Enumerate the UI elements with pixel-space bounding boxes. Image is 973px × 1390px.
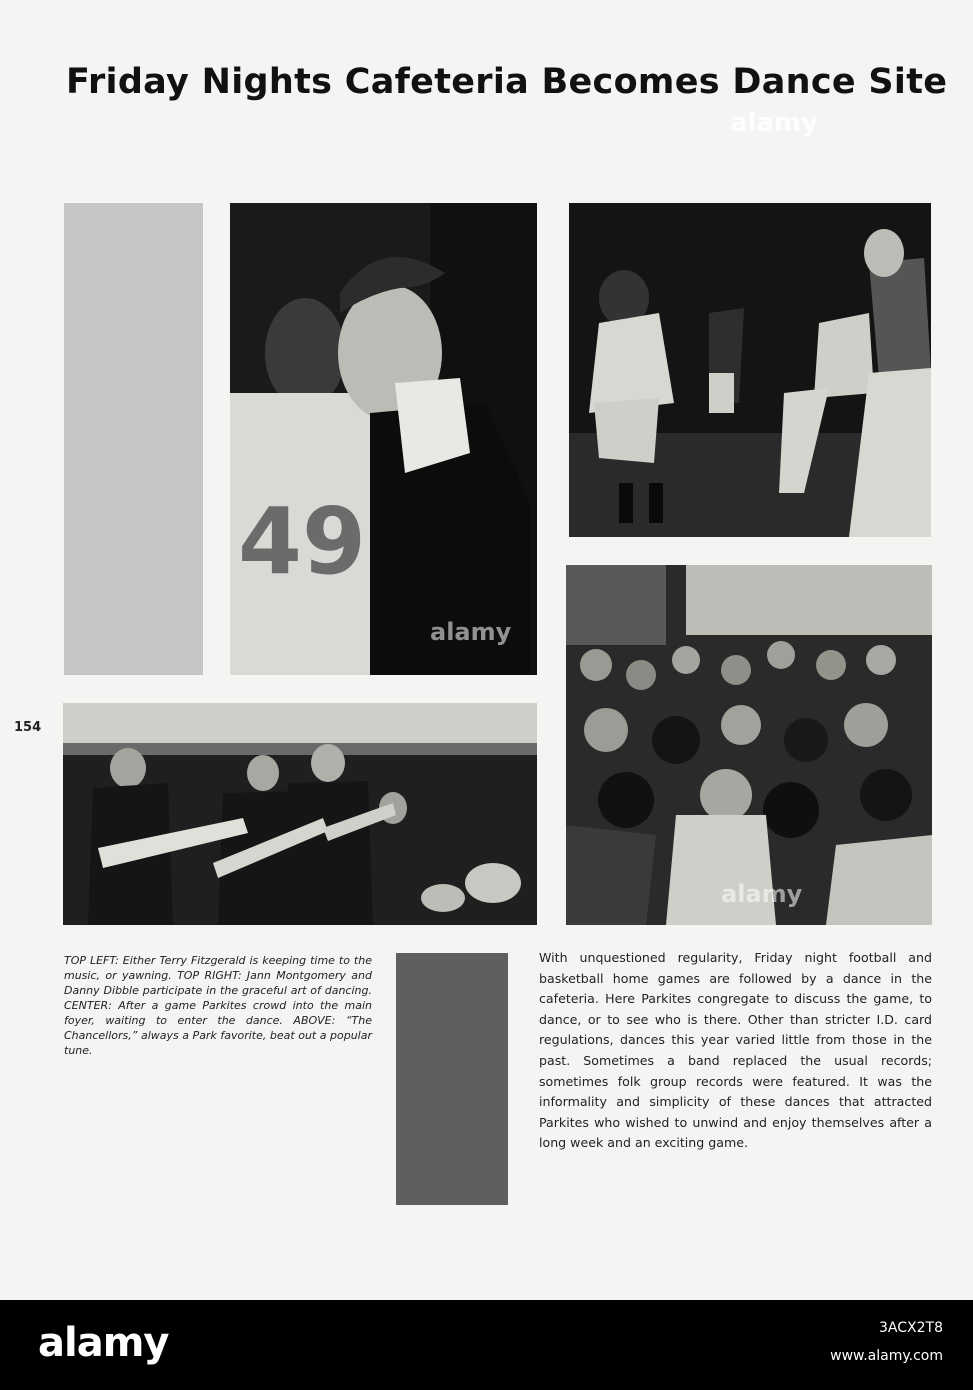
photo-caption: TOP LEFT: Either Terry Fitzgerald is keeping time to the music, or yawning. TOP RIGHT: Jann Montgomery and Danny Dibble participate in the graceful art of dancing. CENTER: After a game Parkites crowd into the main foyer, waiting to enter the dance. ABOVE: “The Chancellors,” always a Park favorite, beat out a popular tune. bbox=[64, 954, 372, 1057]
article-body: With unquestioned regularity, Friday night football and basketball home games are followed by a dance in the cafeteria. Here Parkites congregate to discuss the game, to dance, or to see who is there. Other than stricter I.D. card regulations, dances this year varied little from those in the past. Sometimes a band replaced the usual records; sometimes folk group records were featured. It was the informality and simplicity of these dances that attracted Parkites who wished to unwind and enjoy themselves after a long week and an exciting game. bbox=[539, 950, 932, 1151]
jersey-number: 49 bbox=[238, 488, 367, 595]
watermark-headline: alamy bbox=[730, 108, 819, 138]
stock-footer-bar bbox=[0, 1300, 973, 1390]
light-gray-block bbox=[64, 203, 203, 675]
watermark: alamy bbox=[430, 618, 512, 646]
photo-center-crowd bbox=[566, 565, 932, 925]
footer-url: www.alamy.com bbox=[830, 1348, 943, 1364]
dark-gray-block bbox=[396, 953, 508, 1205]
photo-top-left-student bbox=[230, 203, 537, 675]
page-headline: Friday Nights Cafeteria Becomes Dance Site bbox=[66, 62, 948, 102]
photo-band-chancellors bbox=[63, 703, 537, 925]
page-number: 154 bbox=[14, 720, 42, 735]
footer-image-id: 3ACX2T8 bbox=[879, 1320, 943, 1336]
footer-logo: alamy bbox=[38, 1320, 169, 1366]
photo-top-right-dancers bbox=[569, 203, 931, 537]
watermark: alamy bbox=[721, 880, 803, 908]
